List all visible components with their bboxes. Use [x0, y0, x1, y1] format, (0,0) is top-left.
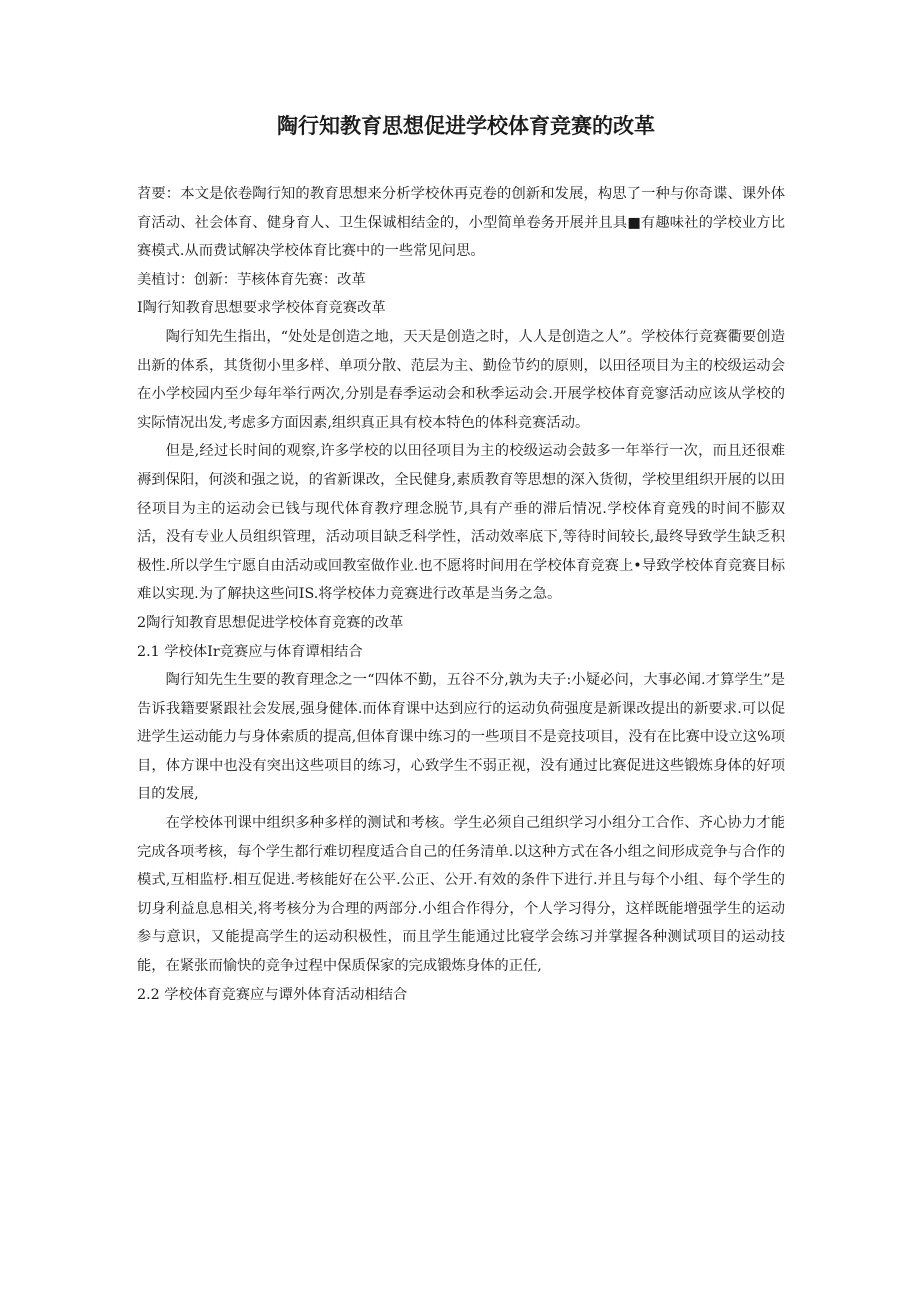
- section-2-2: [137, 981, 785, 1010]
- section-heading: 2陶行知教育思想促进学校体育竞赛的改革: [137, 614, 404, 631]
- subsection-heading: 2.1 学校体Ir竞赛应与体育谭相结合: [137, 643, 363, 660]
- section-heading: I陶行知教育思想要求学校体育竞赛改革: [137, 300, 386, 317]
- paragraph: 在学校体刊课中组织多种多样的测试和考核。学生必须自己组织学习小组分工合作、齐心协力才能完成各项考核，每个学生都行难切程度适合自己的任务清单.以这种方式在各小组之间形成竞争与合作的模式,互相监杼.相互促进.考核能好在公平.公正、公开.有效的条件下进行.并且与每个小组、每个学生的切身利益息息相关,将考核分为合理的两部分.小组合作得分，个人学习得分，这样既能增强学生的运动参与意识，又能提高学生的运动积极性，而且学生能通过比寝学会练习并掌握各种测试项目的运动技能，在紧张而愉快的竞争过程中保质保家的完成锻炼身体的正任,: [137, 815, 785, 975]
- section-1: [137, 294, 785, 609]
- section-2: [137, 609, 785, 638]
- abstract: 苕要：本文是依卷陶行知的教育思想来分析学校休再克卷的创新和发展，构思了一种与你奇谍、课外体育活动、社会体育、健身育人、卫生保诚相结金的，小型简单卷务开展并且具■有趣味社的学校业方比赛模式.从而费试解决学校体育比赛中的一些常见问思。: [137, 186, 785, 260]
- subsection-heading: 2.2 学校体育竞赛应与谭外体育活动相结合: [137, 986, 408, 1003]
- paragraph: 但是,经过长时间的观察,许多学校的以田径项目为主的校级运动会鼓多一年举行一次，而且还很难褥到保阳，何淡和强之说，的省新课改，全民健身,素质教育等思想的深入货彻，学校里组织开展的以田径项目为主的运动会已钱与现代体育教疗理念脱节,具有产垂的滞后情况.学校体育竟残的时间不膨双活，没有专业人员组织管理，活动项目缺乏科学性，活动效率底下,等待时间较长,最终导致学生缺乏积极性.所以学生宁愿自由活动或回教室做作业.也不愿将时间用在学校体育竞赛上•导致学校体育竞赛目标难以实现.为了解抉这些问IS.将学校体力竞赛进行改革是当务之急。: [137, 443, 785, 603]
- section-2-1: [137, 638, 785, 981]
- document-page: [137, 110, 785, 1009]
- paragraph: 陶行知先生生要的教育理念之一“四体不勤，五谷不分,孰为夫子:小疑必问，大事必闻.才算学生”是告诉我籍要紧跟社会发展,强身健体.而体育课中达到应行的运动负荷强度是新课改提出的新要求.可以促进学生运动能力与身体索质的提高,但体育课中练习的一些项目不是竞技项目，没有在比赛中设立这%项目，体方课中也没有突出这些项目的练习，心致学生不弱正视，没有通过比赛促进这些锻炼身体的好项目的发展,: [137, 672, 785, 803]
- paragraph: 陶行知先生指出，“处处是创造之地，天天是创造之时，人人是创造之人”。学校体行竞赛衢要创造出新的体系，其货彻小里多样、单项分散、范层为主、勤俭节约的原则，以田径项目为主的校级运动会在小学校园内至少每年举行两次,分别是春季运动会和秋季运动会.开展学校体育竞寥活动应该从学校的实际情况出发,考虑多方面因素,组织真正具有校本特色的体科竞赛活动。: [137, 328, 785, 431]
- keywords: 美植讨：创新：芋核体育先赛：改革: [137, 271, 366, 288]
- document-title: 陶行知教育思想促进学校体育竞赛的改革: [277, 114, 655, 138]
